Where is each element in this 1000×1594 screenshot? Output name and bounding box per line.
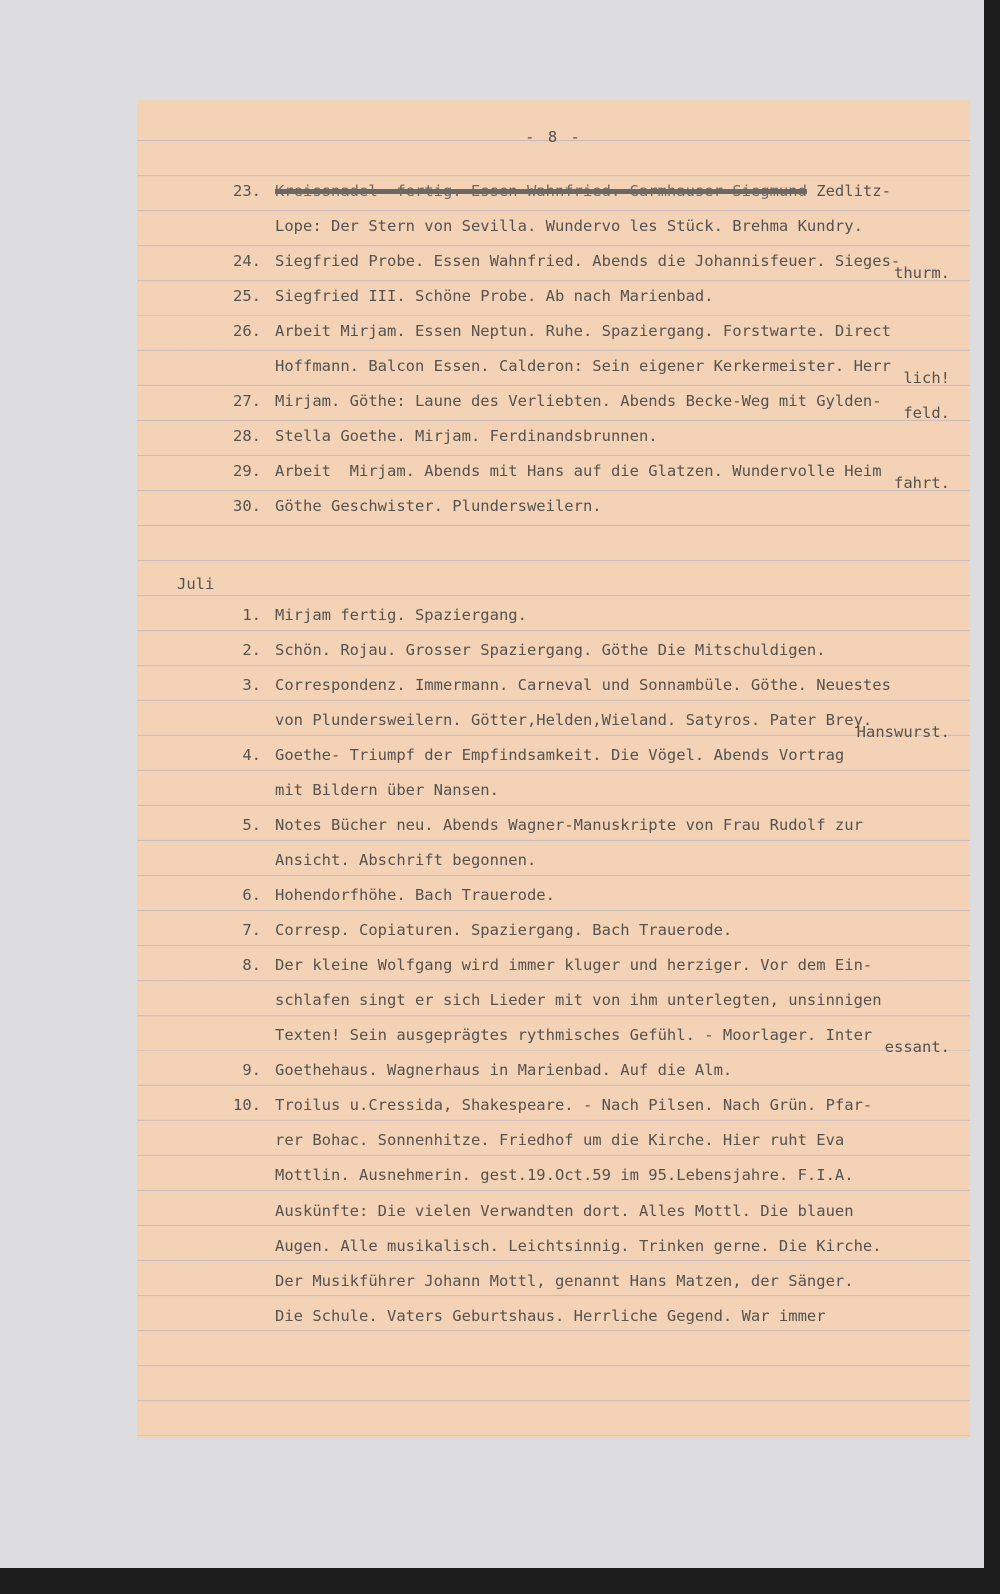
- entry-text-line: Mottlin. Ausnehmerin. gest.19.Oct.59 im 95.Lebensjahre. F.I.A.: [275, 1166, 854, 1185]
- diary-entry: [137, 816, 970, 886]
- hyphenation-continuation: Hanswurst.: [856, 723, 950, 742]
- entry-date-number: 24.: [233, 252, 261, 270]
- entry-text-line: Goethehaus. Wagnerhaus in Marienbad. Auf die Alm.: [275, 1061, 733, 1079]
- diary-entry: [137, 606, 970, 641]
- entry-date-number: 7.: [242, 921, 261, 939]
- entry-date-number: 29.: [233, 462, 261, 480]
- entry-text-line: Mirjam. Göthe: Laune des Verliebten. Abends Becke-Weg mit Gylden-: [275, 392, 882, 410]
- entry-text-line: Texten! Sein ausgeprägtes rythmisches Gefühl. - Moorlager. Inter: [275, 1026, 873, 1045]
- diary-entry: [137, 921, 970, 956]
- entry-date-number: 9.: [242, 1061, 261, 1079]
- entry-date-number: 10.: [233, 1096, 261, 1114]
- entry-text-line: Hoffmann. Balcon Essen. Calderon: Sein eigener Kerkermeister. Herr: [275, 357, 891, 376]
- entry-date-number: 4.: [242, 746, 261, 764]
- page-number: - 8 -: [525, 128, 582, 146]
- hyphenation-continuation: thurm.: [894, 264, 950, 282]
- entry-date-number: 2.: [242, 641, 261, 659]
- entry-text-line: Notes Bücher neu. Abends Wagner-Manuskripte von Frau Rudolf zur: [275, 816, 863, 834]
- entry-date-number: 28.: [233, 427, 261, 445]
- hyphenation-continuation: essant.: [884, 1038, 950, 1057]
- entry-text-line: Ansicht. Abschrift begonnen.: [275, 851, 537, 870]
- entry-date-number: 25.: [233, 287, 261, 305]
- entry-text-line: Augen. Alle musikalisch. Leichtsinnig. Trinken gerne. Die Kirche.: [275, 1236, 882, 1255]
- entry-date-number: 1.: [242, 606, 261, 624]
- entry-text-line: Troilus u.Cressida, Shakespeare. - Nach Pilsen. Nach Grün. Pfar-: [275, 1096, 873, 1114]
- entry-text-line: mit Bildern über Nansen.: [275, 781, 499, 800]
- entry-text-line: Correspondenz. Immermann. Carneval und Sonnambüle. Göthe. Neuestes: [275, 676, 891, 694]
- entry-text-line: Siegfried Probe. Essen Wahnfried. Abends die Johannisfeuer. Sieges-: [275, 252, 901, 270]
- entry-text-line: Hohendorfhöhe. Bach Trauerode.: [275, 886, 555, 904]
- hyphenation-continuation: fahrt.: [894, 474, 950, 492]
- entry-date-number: 27.: [233, 392, 261, 410]
- entry-text-line: Kreissnadel fertig. Essen Wahnfried. Garmhauser Siegmund Zedlitz-: [275, 182, 891, 200]
- entry-text-line: Stella Goethe. Mirjam. Ferdinandsbrunnen.: [275, 427, 658, 445]
- diary-entry: [137, 746, 970, 816]
- entry-text-line: Siegfried III. Schöne Probe. Ab nach Marienbad.: [275, 287, 714, 305]
- struck-out-text: Kreissnadel fertig. Essen Wahnfried. Garmhauser Siegmund: [275, 182, 807, 200]
- entry-text-line: Der kleine Wolfgang wird immer kluger und herziger. Vor dem Ein-: [275, 956, 873, 974]
- diary-entry: [137, 287, 970, 322]
- typewritten-page: [137, 100, 970, 1438]
- entry-text-line: Schön. Rojau. Grosser Spaziergang. Göthe Die Mitschuldigen.: [275, 641, 826, 659]
- diary-entry: [137, 497, 970, 532]
- diary-entry: [137, 392, 970, 427]
- entry-text-line: von Plundersweilern. Götter,Helden,Wieland. Satyros. Pater Brey.: [275, 711, 873, 730]
- entry-text-line: Corresp. Copiaturen. Spaziergang. Bach Trauerode.: [275, 921, 733, 939]
- entry-text-line: Göthe Geschwister. Plundersweilern.: [275, 497, 602, 515]
- diary-entry: [137, 886, 970, 921]
- diary-entry: [137, 182, 970, 252]
- entry-date-number: 8.: [242, 956, 261, 974]
- hyphenation-continuation: lich!: [903, 369, 950, 388]
- entry-text-line: rer Bohac. Sonnenhitze. Friedhof um die Kirche. Hier ruht Eva: [275, 1131, 845, 1150]
- entry-text-line: Goethe- Triumpf der Empfindsamkeit. Die Vögel. Abends Vortrag: [275, 746, 845, 764]
- entry-text-line: Die Schule. Vaters Geburtshaus. Herrliche Gegend. War immer: [275, 1307, 826, 1326]
- diary-entry: [137, 322, 970, 392]
- entry-text-line: Auskünfte: Die vielen Verwandten dort. Alles Mottl. Die blauen: [275, 1201, 854, 1220]
- entry-text-line: Lope: Der Stern von Sevilla. Wundervo les Stück. Brehma Kundry.: [275, 217, 863, 236]
- entry-text-line: Arbeit Mirjam. Abends mit Hans auf die Glatzen. Wundervolle Heim: [275, 462, 882, 480]
- diary-entry: [137, 956, 970, 1062]
- entry-date-number: 30.: [233, 497, 261, 515]
- diary-entry: [137, 641, 970, 676]
- entry-date-number: 23.: [233, 182, 261, 200]
- entry-date-number: 26.: [233, 322, 261, 340]
- entry-text-line: Arbeit Mirjam. Essen Neptun. Ruhe. Spaziergang. Forstwarte. Direct: [275, 322, 891, 340]
- entry-date-number: 6.: [242, 886, 261, 904]
- diary-entry: [137, 427, 970, 462]
- diary-entry: [137, 252, 970, 287]
- entry-date-number: 3.: [242, 676, 261, 694]
- entry-text-line: schlafen singt er sich Lieder mit von ihm unterlegten, unsinnigen: [275, 991, 882, 1010]
- diary-entry: [137, 1061, 970, 1096]
- diary-entry: [137, 1096, 970, 1342]
- entry-date-number: 5.: [242, 816, 261, 834]
- diary-entry: [137, 676, 970, 746]
- month-heading: Juli: [177, 575, 215, 593]
- entry-text-line: Mirjam fertig. Spaziergang.: [275, 606, 527, 624]
- entry-text-line: Der Musikführer Johann Mottl, genannt Hans Matzen, der Sänger.: [275, 1272, 854, 1290]
- hyphenation-continuation: feld.: [903, 404, 950, 422]
- diary-entry: [137, 462, 970, 497]
